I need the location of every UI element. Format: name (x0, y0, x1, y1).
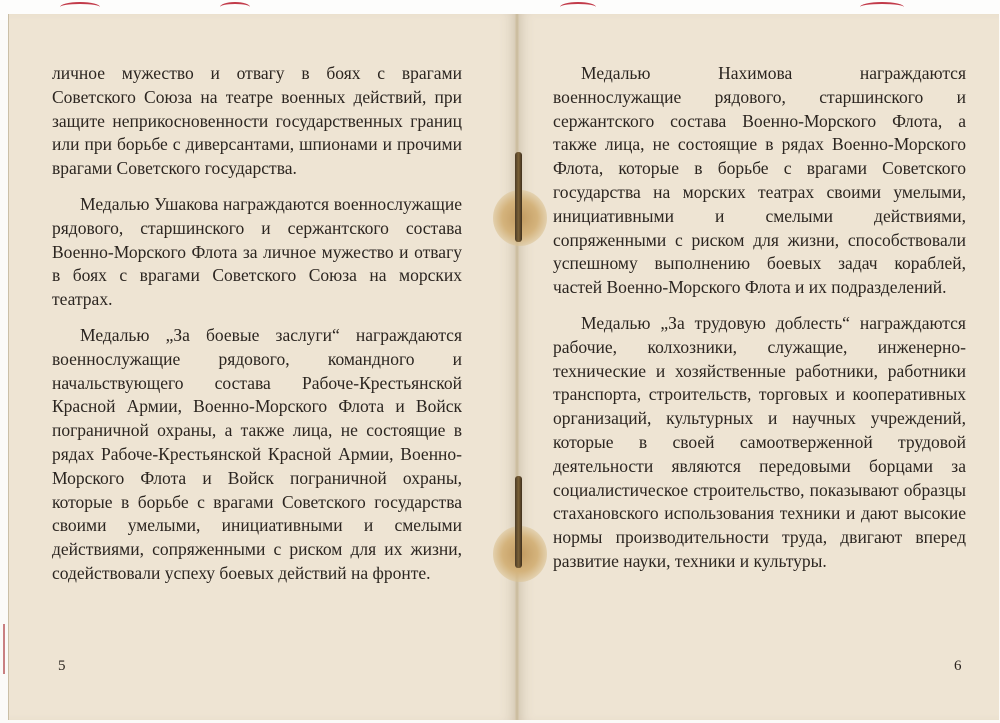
page-number-right: 6 (954, 658, 962, 674)
thread-mark (560, 2, 596, 12)
thread-mark (220, 2, 250, 12)
staple-top (515, 152, 522, 242)
paragraph: Медалью Нахимова награждаются военнослужащие рядового, старшинского и сержантского состава Военно-Морского Флота, а также лица, не состоящие в рядах Военно-Морского Флота, которые в борьбе с врагами Советского государства на морских театрах своими умелыми, инициативными и смелыми действиями, сопряженными с риском для жизни, способствовали успешному выполнению боевых задач кораблей, частей Военно-Морского Флота и их подразделений. (553, 63, 966, 298)
paragraph: Медалью Ушакова награждаются военнослужащие рядового, старшинского и сержантского состава Военно-Морского Флота за личное мужество и отвагу в боях с врагами Советского Союза на морских театрах. (52, 193, 462, 310)
left-page-text (52, 62, 462, 598)
page-number-left: 5 (58, 658, 66, 674)
thread-mark (60, 2, 100, 12)
red-thread-fiber (3, 624, 5, 674)
paragraph: Медалью „За боевые заслуги“ награждаются военнослужащие рядового, командного и начальствующего состава Рабоче-Крестьянской Красной Армии, Военно-Морского Флота и Войск пограничной охраны, а также лица, не состоящие в рядах Рабоче-Крестьянской Красной Армии, Военно-Морского Флота и Войск пограничной охраны, которые в борьбе с врагами Советского государства своими умелыми, инициативными и смелыми действиями, сопряженными с риском для их жизни, содействовали успеху боевых действий на фронте. (52, 324, 462, 583)
thread-mark (860, 2, 904, 12)
paragraph: Медалью „За трудовую доблесть“ награждаются рабочие, колхозники, служащие, инженерно-технические и хозяйственные работники, работники транспорта, строительств, торговых и кооперативных организаций, культурных и научных учреждений, которые в своей самоотверженной трудовой деятельности являются передовыми борцами за социалистическое строительство, показывают образцы стахановского использования техники и дают высокие нормы производительности труда, двигают вперед развитие науки, техники и культуры. (553, 312, 966, 571)
paragraph: личное мужество и отвагу в боях с врагами Советского Союза на театре военных действий, при защите неприкосновенности государственных границ или при борьбе с диверсантами, шпионами и прочими врагами Советского государства. (52, 63, 462, 179)
book-spine (515, 14, 519, 720)
right-page-text (553, 62, 966, 586)
staple-bottom (515, 476, 522, 568)
